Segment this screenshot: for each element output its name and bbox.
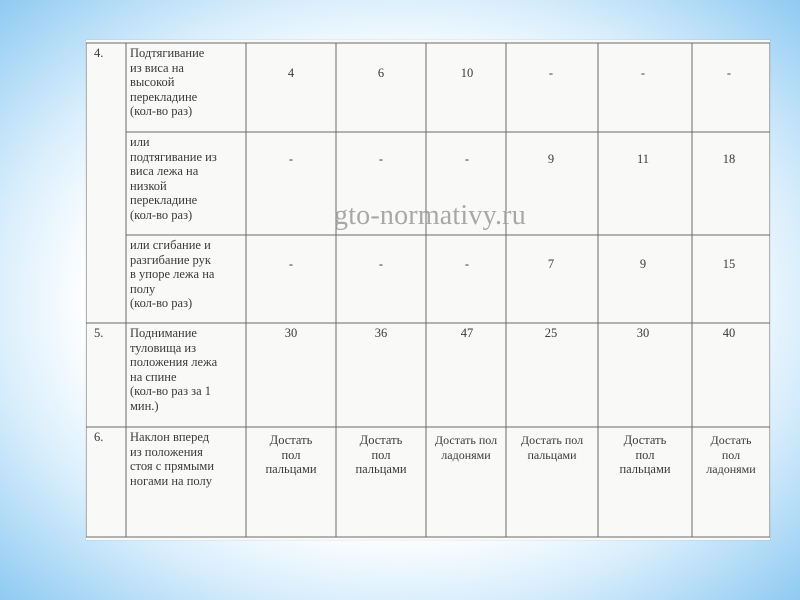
value-cell: 7 [547,257,555,271]
value-cell: 10 [460,66,474,80]
exercise-label: или сгибание и разгибание рук в упоре лежа на полу (кол-во раз) [130,238,215,310]
value-cell: 25 [544,326,558,340]
value-cell: - [378,152,384,166]
value-cell: - [726,66,732,80]
value-cell: 9 [639,257,647,271]
value-cell: - [378,257,384,271]
value-cell: - [288,257,294,271]
value-cell: - [548,66,554,80]
row-number: 6. [94,430,104,444]
value-cell: Достать пол ладонями [434,433,498,462]
row-number: 4. [94,46,104,60]
scanned-table-sheet [86,40,770,540]
value-cell: 30 [284,326,298,340]
value-cell: 4 [287,66,295,80]
value-cell: 6 [377,66,385,80]
value-cell: Достать пол пальцами [265,433,317,476]
exercise-label: Наклон вперед из положения стоя с прямыми ногами на полу [130,430,215,488]
value-cell: Достать пол пальцами [619,433,671,476]
row-number: 5. [94,326,104,340]
value-cell: 15 [722,257,736,271]
exercise-label: или подтягивание из виса лежа на низкой перекладине (кол-во раз) [130,135,217,222]
watermark-text: gto-normativy.ru [334,200,526,231]
value-cell: 18 [722,152,736,166]
value-cell: - [288,152,294,166]
value-cell: 11 [636,152,650,166]
value-cell: Достать пол пальцами [520,433,584,462]
value-cell: - [464,257,470,271]
value-cell: 36 [374,326,388,340]
value-cell: - [640,66,646,80]
value-cell: - [464,152,470,166]
exercise-label: Поднимание туловища из положения лежа на спине (кол-во раз за 1 мин.) [130,326,218,413]
value-cell: 47 [460,326,474,340]
value-cell: Достать пол пальцами [355,433,407,476]
value-cell: 30 [636,326,650,340]
exercise-label: Подтягивание из виса на высокой перекладине (кол-во раз) [130,46,205,118]
value-cell: 9 [547,152,555,166]
value-cell: Достать пол ладонями [706,433,756,476]
value-cell: 40 [722,326,736,340]
